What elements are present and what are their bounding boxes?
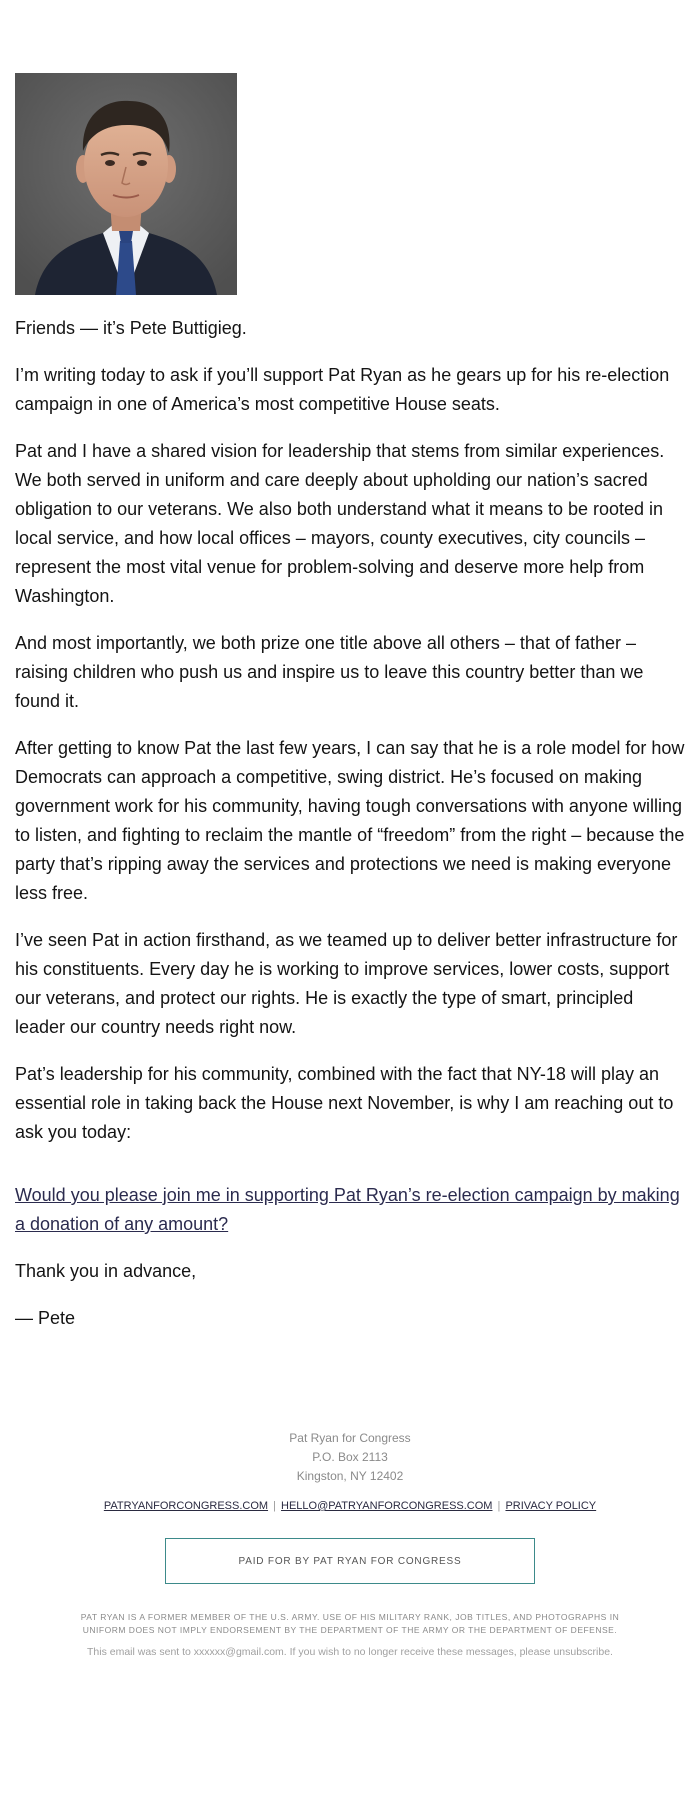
website-link[interactable]: PATRYANFORCONGRESS.COM — [103, 1500, 269, 1512]
email-footer — [0, 1429, 700, 1658]
unsubscribe-notice[interactable]: This email was sent to xxxxxx@gmail.com. If you wish to no longer receive these messages, please unsubscribe. — [87, 1646, 613, 1658]
military-disclaimer: PAT RYAN IS A FORMER MEMBER OF THE U.S. ARMY. USE OF HIS MILITARY RANK, JOB TITLES, AND PHOTOGRAPHS IN UNIFORM DOES NOT IMPLY ENDORSEMENT BY THE DEPARTMENT OF THE ARMY OR THE DEPARTMENT OF DEFENSE. — [80, 1612, 620, 1635]
org-name: Pat Ryan for Congress — [289, 1431, 411, 1445]
footer-links — [0, 1500, 700, 1512]
cta-paragraph — [15, 1181, 687, 1239]
letter-content — [15, 73, 687, 1351]
greeting: Friends — it’s Pete Buttigieg. — [15, 318, 247, 338]
portrait-photo — [15, 73, 237, 295]
paragraph-3: And most importantly, we both prize one title above all others – that of father – raising children who push us and inspire us to leave this country better than we found it. — [15, 633, 644, 711]
paragraph-1: I’m writing today to ask if you’ll support Pat Ryan as he gears up for his re-election campaign in one of America’s most competitive House seats. — [15, 365, 670, 414]
paragraph-4: After getting to know Pat the last few years, I can say that he is a role model for how Democrats can approach a competitive, swing district. He’s focused on making government work for his community, having tough conversations with anyone willing to listen, and fighting to reclaim the mantle of “freedom” from the right – because the party that’s ripping away the services and protections we need is making everyone less free. — [15, 738, 685, 903]
paid-for-text: PAID FOR BY PAT RYAN FOR CONGRESS — [238, 1555, 462, 1567]
link-separator: | — [273, 1500, 276, 1512]
paragraph-2: Pat and I have a shared vision for leadership that stems from similar experiences. We both served in uniform and care deeply about upholding our nation’s sacred obligation to our veterans. We also both understand what it means to be rooted in local service, and how local offices – mayors, county executives, city councils – represent the most vital venue for problem-solving and deserve more help from Washington. — [15, 441, 665, 606]
portrait-illustration — [15, 73, 237, 295]
paragraph-5: I’ve seen Pat in action firsthand, as we teamed up to deliver better infrastructure for his constituents. Every day he is working to improve services, lower costs, support our veterans, and protect our rights. He is exactly the type of smart, principled leader our country needs right now. — [15, 930, 678, 1037]
letter-body — [15, 314, 687, 1333]
paid-for-box — [165, 1538, 535, 1584]
privacy-policy-link[interactable]: PRIVACY POLICY — [505, 1500, 597, 1512]
donate-link[interactable]: Would you please join me in supporting Pat Ryan’s re-election campaign by making a donation of any amount? — [15, 1185, 680, 1234]
mailing-address — [0, 1429, 700, 1486]
link-separator: | — [497, 1500, 501, 1512]
signature: — Pete — [15, 1308, 76, 1328]
po-box: P.O. Box 2113 — [312, 1450, 388, 1464]
closing: Thank you in advance, — [15, 1261, 197, 1281]
city-line: Kingston, NY 12402 — [296, 1469, 404, 1483]
paragraph-6: Pat’s leadership for his community, combined with the fact that NY-18 will play an essential role in taking back the House next November, is why I am reaching out to ask you today: — [15, 1064, 674, 1142]
email-link[interactable]: HELLO@PATRYANFORCONGRESS.COM — [281, 1500, 493, 1512]
